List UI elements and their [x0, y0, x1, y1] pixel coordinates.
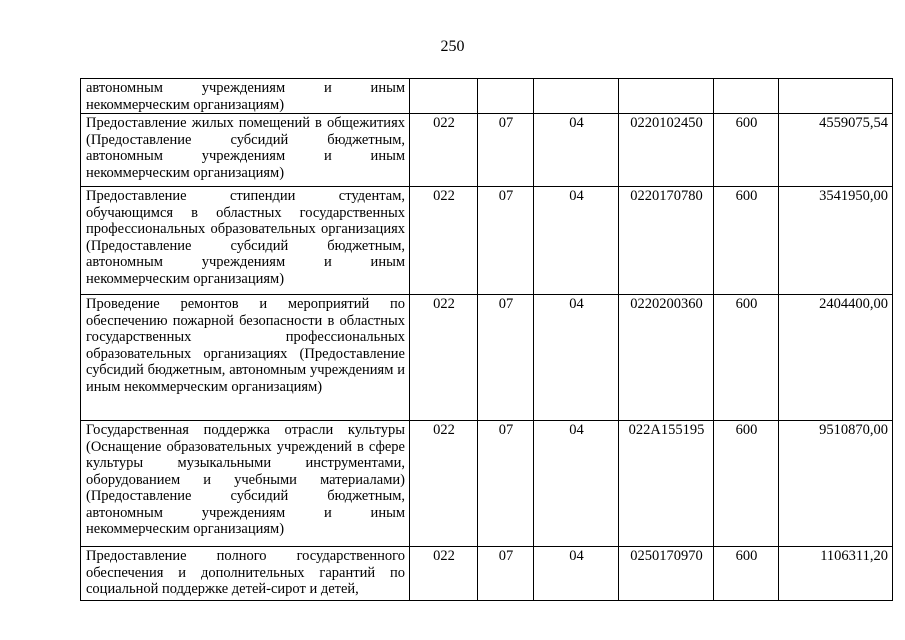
row-description: Предоставление стипендии студентам, обучающимся в областных государственных профессиональных образовательных организациях (Предоставление субсидий бюджетным, автономным учреждениям и иным некоммерческим организациям) [81, 187, 410, 295]
row-description: Предоставление жилых помещений в общежитиях (Предоставление субсидий бюджетным, автономным учреждениям и иным некоммерческим организациям) [81, 114, 410, 187]
row-description: автономным учреждениям и иным некоммерческим организациям) [81, 79, 410, 114]
expense-type-code: 600 [714, 114, 779, 187]
ministry-code: 022 [410, 547, 478, 601]
section-code [478, 79, 534, 114]
amount-value: 1106311,20 [779, 547, 893, 601]
amount-value: 3541950,00 [779, 187, 893, 295]
table-row [81, 547, 893, 601]
target-article-code: 0220200360 [619, 295, 714, 421]
ministry-code [410, 79, 478, 114]
table-row [81, 421, 893, 547]
subsection-code: 04 [534, 547, 619, 601]
budget-table [80, 78, 893, 601]
target-article-code: 0220170780 [619, 187, 714, 295]
amount-value: 4559075,54 [779, 114, 893, 187]
ministry-code: 022 [410, 295, 478, 421]
expense-type-code [714, 79, 779, 114]
ministry-code: 022 [410, 114, 478, 187]
table-row [81, 187, 893, 295]
target-article-code: 0220102450 [619, 114, 714, 187]
subsection-code [534, 79, 619, 114]
section-code: 07 [478, 295, 534, 421]
section-code: 07 [478, 421, 534, 547]
target-article-code: 0250170970 [619, 547, 714, 601]
expense-type-code: 600 [714, 295, 779, 421]
row-description: Государственная поддержка отрасли культуры (Оснащение образовательных учреждений в сфере культуры музыкальными инструментами, оборудованием и учебными материалами) (Предоставление субсидий бюджетным, автономным учреждениям и иным некоммерческим организациям) [81, 421, 410, 547]
expense-type-code: 600 [714, 187, 779, 295]
expense-type-code: 600 [714, 421, 779, 547]
target-article-code [619, 79, 714, 114]
subsection-code: 04 [534, 295, 619, 421]
amount-value: 9510870,00 [779, 421, 893, 547]
section-code: 07 [478, 114, 534, 187]
ministry-code: 022 [410, 421, 478, 547]
table-row [81, 114, 893, 187]
table-row [81, 295, 893, 421]
row-description: Предоставление полного государственного обеспечения и дополнительных гарантий по социальной поддержке детей-сирот и детей, [81, 547, 410, 601]
ministry-code: 022 [410, 187, 478, 295]
subsection-code: 04 [534, 114, 619, 187]
target-article-code: 022A155195 [619, 421, 714, 547]
subsection-code: 04 [534, 421, 619, 547]
table-row [81, 79, 893, 114]
row-description: Проведение ремонтов и мероприятий по обеспечению пожарной безопасности в областных государственных профессиональных образовательных организациях (Предоставление субсидий бюджетным, автономным учреждениям и иным некоммерческим организациям) [81, 295, 410, 421]
page-number: 250 [440, 38, 465, 55]
amount-value [779, 79, 893, 114]
amount-value: 2404400,00 [779, 295, 893, 421]
expense-type-code: 600 [714, 547, 779, 601]
section-code: 07 [478, 187, 534, 295]
subsection-code: 04 [534, 187, 619, 295]
section-code: 07 [478, 547, 534, 601]
